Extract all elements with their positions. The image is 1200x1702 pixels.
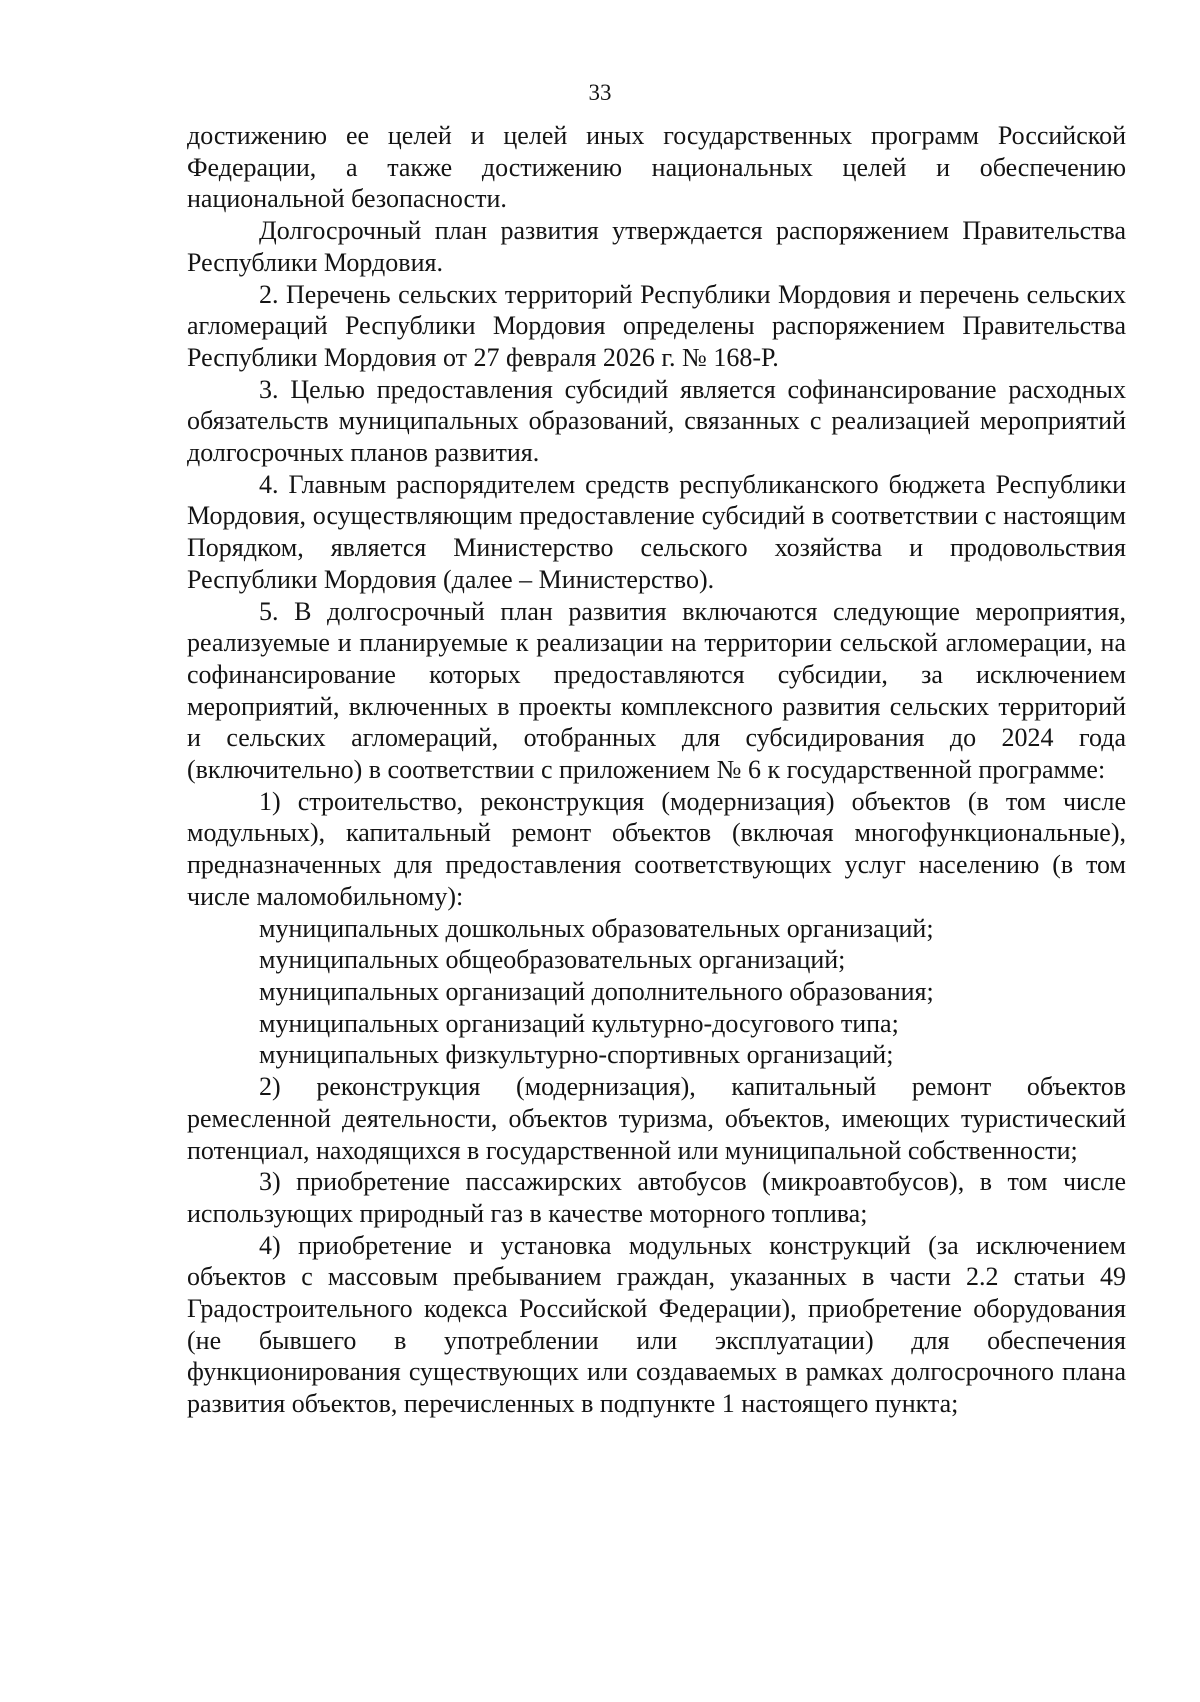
paragraph-item-5: 5. В долгосрочный план развития включаются следующие мероприятия, реализуемые и планируемые к реализации на территории сельской агломерации, на софинансирование которых предоставляются субсидии, за исключением мероприятий, включенных в проекты комплексного развития сельских территорий и сельских агломераций, отобранных для субсидирования до 2024 года (включительно) в соответствии с приложением № 6 к государственной программе: (187, 596, 1126, 785)
list-item-sports: муниципальных физкультурно-спортивных организаций; (259, 1040, 894, 1070)
document-body (187, 120, 1126, 1420)
paragraph-item-3: 3. Целью предоставления субсидий является софинансирование расходных обязательств муниципальных образований, связанных с реализацией мероприятий долгосрочных планов развития. (187, 374, 1126, 468)
paragraph-continuation: достижению ее целей и целей иных государственных программ Российской Федерации, а также достижению национальных целей и обеспечению национальной безопасности. (187, 121, 1126, 214)
page-number: 33 (588, 80, 612, 105)
paragraph-item-4: 4. Главным распорядителем средств республиканского бюджета Республики Мордовия, осуществляющим предоставление субсидий в соответствии с настоящим Порядком, является Министерство сельского хозяйства и продовольствия Республики Мордовия (далее – Министерство). (187, 469, 1126, 594)
list-item-preschool: муниципальных дошкольных образовательных организаций; (259, 913, 934, 943)
subitem-4: 4) приобретение и установка модульных конструкций (за исключением объектов с массовым пребыванием граждан, указанных в части 2.2 статьи 49 Градостроительного кодекса Российской Федерации), приобретение оборудования (не бывшего в употреблении или эксплуатации) для обеспечения функционирования существующих или создаваемых в рамках долгосрочного плана развития объектов, перечисленных в подпункте 1 настоящего пункта; (187, 1230, 1126, 1419)
list-item-cultural-leisure: муниципальных организаций культурно-досугового типа; (259, 1008, 899, 1038)
subitem-3: 3) приобретение пассажирских автобусов (микроавтобусов), в том числе использующих природный газ в качестве моторного топлива; (187, 1167, 1126, 1228)
subitem-1: 1) строительство, реконструкция (модернизация) объектов (в том числе модульных), капитальный ремонт объектов (включая многофункциональные), предназначенных для предоставления соответствующих услуг населению (в том числе маломобильному): (187, 786, 1126, 911)
paragraph-plan-approval: Долгосрочный план развития утверждается распоряжением Правительства Республики Мордовия. (187, 216, 1126, 277)
paragraph-item-2: 2. Перечень сельских территорий Республики Мордовия и перечень сельских агломераций Республики Мордовия определены распоряжением Правительства Республики Мордовия от 27 февраля 2026 г. № 168-Р. (187, 279, 1126, 372)
subitem-2: 2) реконструкция (модернизация), капитальный ремонт объектов ремесленной деятельности, объектов туризма, объектов, имеющих туристический потенциал, находящихся в государственной или муниципальной собственности; (187, 1072, 1126, 1165)
list-item-additional-education: муниципальных организаций дополнительного образования; (259, 976, 934, 1006)
list-item-general-education: муниципальных общеобразовательных организаций; (259, 945, 846, 975)
